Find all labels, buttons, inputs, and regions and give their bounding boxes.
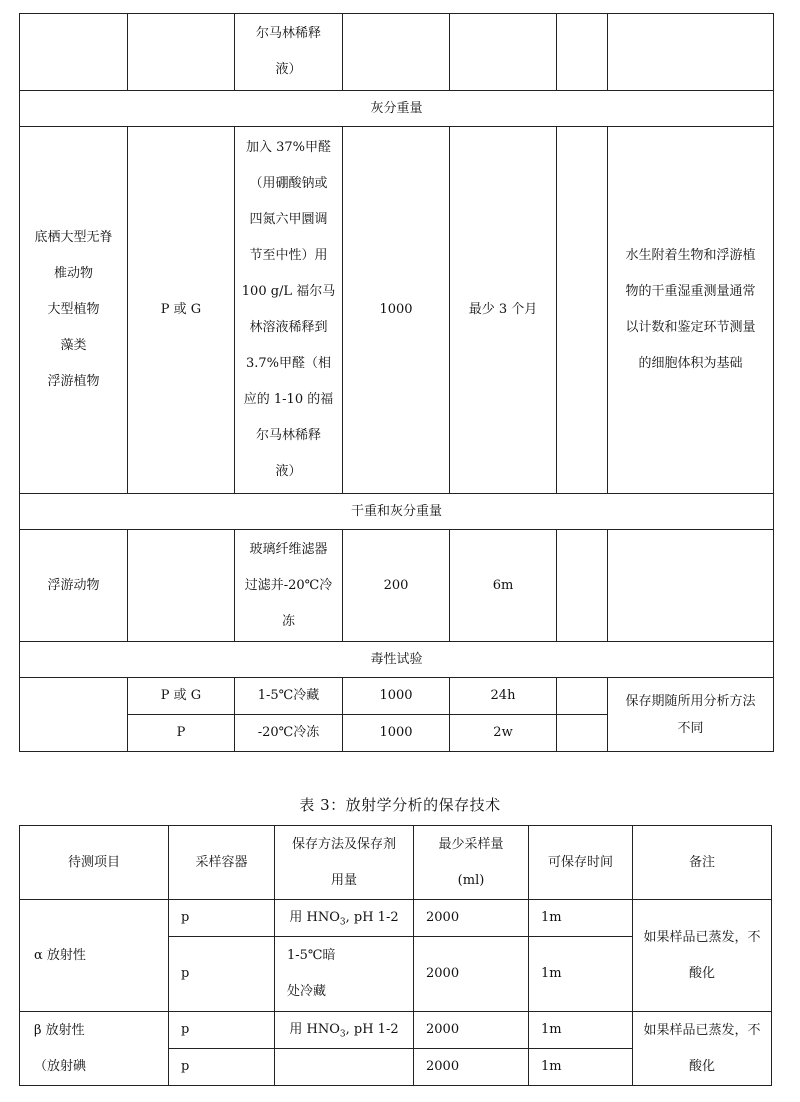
container-cell: p xyxy=(169,900,275,937)
table-row xyxy=(20,14,774,91)
method-cell: 尔马林稀释 液） xyxy=(235,14,343,91)
method-cell: 1-5℃冷藏 xyxy=(235,678,343,715)
container-cell: p xyxy=(169,937,275,1012)
table-cell xyxy=(608,530,774,642)
table-row xyxy=(20,900,772,937)
item-cell: 浮游动物 xyxy=(20,530,128,642)
container-cell: P 或 G xyxy=(128,678,235,715)
storage-table-continued xyxy=(19,13,774,752)
method-cell: 用 $HNO_3$, pH 1-2 xyxy=(275,900,414,937)
container-cell: P 或 G xyxy=(128,127,235,494)
time-cell: 2w xyxy=(450,715,557,752)
volume-cell: 2000 xyxy=(414,1049,529,1086)
container-cell: p xyxy=(169,1012,275,1049)
container-cell: P xyxy=(128,715,235,752)
method-cell: 玻璃纤维滤器 过滤并-20℃冷 冻 xyxy=(235,530,343,642)
volume-cell: 2000 xyxy=(414,937,529,1012)
note-cell: 如果样品已蒸发，不 酸化 xyxy=(633,900,772,1012)
time-cell: 最少 3 个月 xyxy=(450,127,557,494)
note-cell: 如果样品已蒸发，不 酸化 xyxy=(633,1012,772,1086)
item-cell: 底栖大型无脊 椎动物 大型植物 藻类 浮游植物 xyxy=(20,127,128,494)
method-cell: 用 $HNO_3$, pH 1-2 xyxy=(275,1012,414,1049)
header-method: 保存方法及保存剂 用量 xyxy=(275,826,414,900)
time-cell: 1m xyxy=(529,900,633,937)
item-cell: α 放射性 xyxy=(20,900,169,1012)
header-container: 采样容器 xyxy=(169,826,275,900)
table-cell xyxy=(557,678,608,715)
method-cell: -20℃冷冻 xyxy=(235,715,343,752)
section-title-dry-ash: 干重和灰分重量 xyxy=(20,494,774,530)
table-row xyxy=(20,127,774,494)
time-cell: 24h xyxy=(450,678,557,715)
section-row xyxy=(20,91,774,127)
header-time: 可保存时间 xyxy=(529,826,633,900)
table-row xyxy=(20,678,774,715)
note-cell: 保存期随所用分析方法 不同 xyxy=(608,678,774,752)
method-cell: 1-5℃暗 处冷藏 xyxy=(275,937,414,1012)
table-cell xyxy=(128,14,235,91)
table-cell xyxy=(557,14,608,91)
table-cell xyxy=(557,127,608,494)
table-cell xyxy=(557,715,608,752)
volume-cell: 1000 xyxy=(343,127,450,494)
section-row xyxy=(20,494,774,530)
table-cell xyxy=(128,530,235,642)
section-title-ash: 灰分重量 xyxy=(20,91,774,127)
time-cell: 1m xyxy=(529,1049,633,1086)
header-note: 备注 xyxy=(633,826,772,900)
time-cell: 1m xyxy=(529,937,633,1012)
table-cell xyxy=(343,14,450,91)
method-cell: 加入 37%甲醛 （用硼酸钠或 四氮六甲圜调 节至中性）用 100 g/L 福尔马 林溶液稀释到 3.7%甲醛（相 应的 1-10 的福 尔马林稀释 液） xyxy=(235,127,343,494)
volume-cell: 1000 xyxy=(343,678,450,715)
header-row xyxy=(20,826,772,900)
section-row xyxy=(20,642,774,678)
volume-cell: 2000 xyxy=(414,900,529,937)
table-row xyxy=(20,1012,772,1049)
time-cell: 6m xyxy=(450,530,557,642)
container-cell: p xyxy=(169,1049,275,1086)
volume-cell: 1000 xyxy=(343,715,450,752)
header-item: 待测项目 xyxy=(20,826,169,900)
section-title-toxicity: 毒性试验 xyxy=(20,642,774,678)
item-cell xyxy=(20,678,128,752)
note-cell: 水生附着生物和浮游植 物的干重湿重测量通常 以计数和鉴定环节测量 的细胞体积为基础 xyxy=(608,127,774,494)
table-cell xyxy=(608,14,774,91)
table-cell xyxy=(557,530,608,642)
table-cell xyxy=(450,14,557,91)
method-cell xyxy=(275,1049,414,1086)
volume-cell: 200 xyxy=(343,530,450,642)
time-cell: 1m xyxy=(529,1012,633,1049)
header-volume: 最少采样量 (ml) xyxy=(414,826,529,900)
volume-cell: 2000 xyxy=(414,1012,529,1049)
radiology-preservation-table xyxy=(19,825,772,1086)
item-cell: β 放射性 （放射碘 xyxy=(20,1012,169,1086)
table-row xyxy=(20,530,774,642)
table-cell xyxy=(20,14,128,91)
table-caption: 表 3：放射学分析的保存技术 xyxy=(299,796,501,814)
